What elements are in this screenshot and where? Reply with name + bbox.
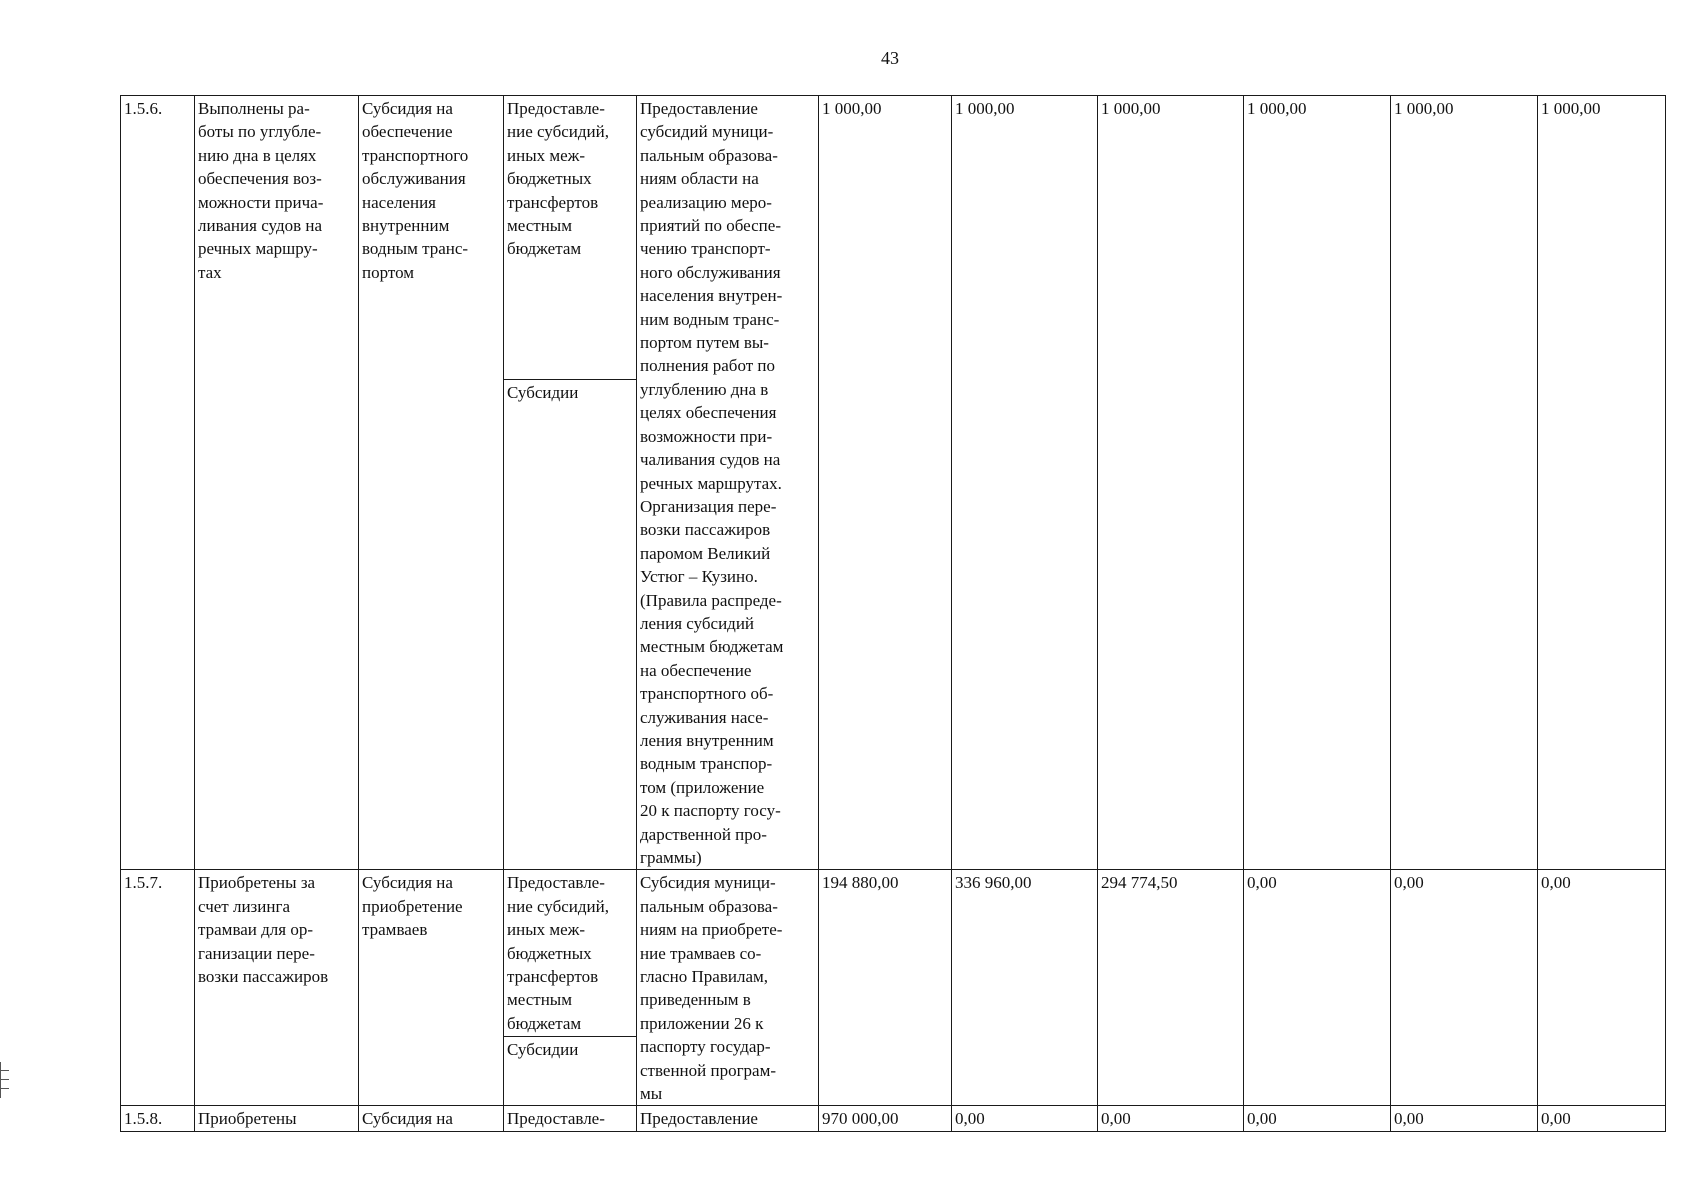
- form-line: иных меж-: [507, 145, 586, 165]
- form-line: бюджетам: [507, 239, 582, 259]
- value-cell: [1098, 96, 1244, 870]
- form-line: бюджетных: [507, 943, 592, 963]
- margin-mark: [0, 1062, 9, 1098]
- measure-line: портом: [362, 262, 415, 282]
- value-cell: [1538, 1106, 1666, 1131]
- page-number: 43: [881, 48, 899, 68]
- description-line: на обеспечение: [640, 660, 752, 680]
- result-line: нию дна в целях: [198, 145, 317, 165]
- row-number: 1.5.6.: [124, 99, 163, 118]
- value-cell: [1538, 870, 1666, 1106]
- result-line: трамваи для ор-: [198, 920, 313, 940]
- value: 0,00: [955, 1109, 985, 1129]
- value: 1 000,00: [1541, 99, 1601, 118]
- description-line: ления субсидий: [640, 613, 755, 633]
- value-cell: [952, 96, 1098, 870]
- form-line: местным: [507, 990, 572, 1010]
- description-cell: [637, 96, 819, 870]
- value-cell: [1538, 96, 1666, 870]
- description-line: паромом Великий: [640, 543, 771, 563]
- form-line: трансфертов: [507, 192, 599, 212]
- value: 0,00: [1101, 1109, 1131, 1129]
- description-line: ственной програм-: [640, 1060, 777, 1080]
- result-cell: [195, 870, 359, 1106]
- measure-line: внутренним: [362, 216, 450, 236]
- value: 1 000,00: [955, 99, 1015, 118]
- row-number-cell: [121, 96, 195, 870]
- description-line: том (приложение: [640, 777, 765, 797]
- row-number: 1.5.7.: [124, 873, 163, 893]
- description-line: транспортного об-: [640, 684, 774, 704]
- value-cell: [819, 1106, 952, 1131]
- form-line: ние субсидий,: [507, 122, 609, 142]
- measure-line: Субсидия на: [362, 1109, 453, 1129]
- result-line: возки пассажиров: [198, 967, 329, 987]
- result-cell: [195, 96, 359, 870]
- value: 1 000,00: [1101, 99, 1161, 118]
- result-line: можности прича-: [198, 192, 324, 212]
- description-line: Субсидия муници-: [640, 873, 776, 893]
- result-line: Выполнены ра-: [198, 99, 310, 118]
- form-cell-top: [504, 870, 637, 1037]
- value-cell: [952, 1106, 1098, 1131]
- measure-line: Субсидия на: [362, 99, 453, 118]
- form-line: Субсидии: [507, 1040, 579, 1060]
- description-line: возможности при-: [640, 426, 773, 446]
- value: 0,00: [1247, 873, 1277, 893]
- measure-cell: [359, 1106, 504, 1131]
- form-cell-top: [504, 1106, 637, 1131]
- form-cell-top: [504, 96, 637, 380]
- description-line: служивания насе-: [640, 707, 769, 727]
- value-cell: [1391, 870, 1538, 1106]
- description-line: чению транспорт-: [640, 239, 771, 259]
- description-line: Предоставление: [640, 99, 758, 118]
- form-line: ние субсидий,: [507, 896, 609, 916]
- description-line: углублению дна в: [640, 379, 769, 399]
- form-line: Предоставле-: [507, 99, 605, 118]
- description-line: ного обслуживания: [640, 262, 781, 282]
- result-line: речных маршру-: [198, 239, 318, 259]
- value: 0,00: [1394, 1109, 1424, 1129]
- measure-line: населения: [362, 192, 436, 212]
- value-cell: [819, 870, 952, 1106]
- value-cell: [952, 870, 1098, 1106]
- value: 0,00: [1541, 873, 1571, 893]
- description-line: приложении 26 к: [640, 1013, 764, 1033]
- value: 970 000,00: [822, 1109, 899, 1129]
- value: 1 000,00: [1394, 99, 1454, 118]
- description-line: пальным образова-: [640, 145, 778, 165]
- form-line: бюджетных: [507, 169, 592, 189]
- result-line: тах: [198, 262, 222, 282]
- description-line: речных маршрутах.: [640, 473, 782, 493]
- description-line: приятий по обеспе-: [640, 216, 781, 236]
- result-line: ганизации пере-: [198, 943, 315, 963]
- description-cell: [637, 1106, 819, 1131]
- form-line: Предоставле-: [507, 1109, 605, 1129]
- result-line: ливания судов на: [198, 216, 323, 236]
- description-line: граммы): [640, 848, 702, 867]
- description-line: мы: [640, 1084, 663, 1104]
- form-line: местным: [507, 216, 572, 236]
- value: 336 960,00: [955, 873, 1032, 893]
- description-line: населения внутрен-: [640, 286, 783, 306]
- value: 0,00: [1247, 1109, 1277, 1129]
- table-row: [121, 1106, 1666, 1131]
- description-line: ниям на приобрете-: [640, 920, 783, 940]
- table-row: [121, 870, 1666, 1037]
- row-number-cell: [121, 1106, 195, 1131]
- result-line: обеспечения воз-: [198, 169, 322, 189]
- result-cell: [195, 1106, 359, 1131]
- value-cell: [1244, 96, 1391, 870]
- result-line: счет лизинга: [198, 896, 290, 916]
- description-line: возки пассажиров: [640, 520, 771, 540]
- measure-line: транспортного: [362, 145, 469, 165]
- result-line: Приобретены: [198, 1109, 297, 1129]
- table-row: [121, 96, 1666, 380]
- description-line: ниям области на: [640, 169, 759, 189]
- description-line: целях обеспечения: [640, 403, 777, 423]
- value: 0,00: [1541, 1109, 1571, 1129]
- form-cell-bottom: [504, 380, 637, 870]
- value: 1 000,00: [822, 99, 882, 118]
- description-line: гласно Правилам,: [640, 967, 769, 987]
- description-cell: [637, 870, 819, 1106]
- measure-line: водным транс-: [362, 239, 469, 259]
- description-line: портом путем вы-: [640, 333, 769, 353]
- form-line: Предоставле-: [507, 873, 605, 893]
- value-cell: [1098, 870, 1244, 1106]
- measure-cell: [359, 870, 504, 1106]
- measure-line: обслуживания: [362, 169, 466, 189]
- measure-cell: [359, 96, 504, 870]
- description-line: приведенным в: [640, 990, 751, 1010]
- value-cell: [819, 96, 952, 870]
- value: 0,00: [1394, 873, 1424, 893]
- description-line: ним водным транс-: [640, 309, 780, 329]
- measure-line: приобретение: [362, 896, 463, 916]
- value: 194 880,00: [822, 873, 899, 893]
- form-cell-bottom: [504, 1037, 637, 1106]
- description-line: субсидий муници-: [640, 122, 774, 142]
- row-number: 1.5.8.: [124, 1109, 163, 1129]
- description-line: 20 к паспорту госу-: [640, 801, 781, 821]
- description-line: чаливания судов на: [640, 450, 781, 470]
- description-line: водным транспор-: [640, 754, 773, 774]
- value: 294 774,50: [1101, 873, 1178, 893]
- form-line: бюджетам: [507, 1013, 582, 1033]
- value-cell: [1098, 1106, 1244, 1131]
- description-line: Предоставление: [640, 1109, 758, 1129]
- result-line: Приобретены за: [198, 873, 316, 893]
- result-line: боты по углубле-: [198, 122, 322, 142]
- measure-line: трамваев: [362, 920, 428, 940]
- value-cell: [1391, 1106, 1538, 1131]
- description-line: Организация пере-: [640, 496, 777, 516]
- description-line: полнения работ по: [640, 356, 776, 376]
- row-number-cell: [121, 870, 195, 1106]
- form-line: иных меж-: [507, 920, 586, 940]
- description-line: паспорту государ-: [640, 1037, 771, 1057]
- form-line: Субсидии: [507, 383, 579, 402]
- measure-line: Субсидия на: [362, 873, 453, 893]
- description-line: ления внутренним: [640, 730, 774, 750]
- value-cell: [1244, 870, 1391, 1106]
- description-line: Устюг – Кузино.: [640, 567, 758, 587]
- measure-line: обеспечение: [362, 122, 453, 142]
- description-line: дарственной про-: [640, 824, 767, 844]
- value-cell: [1391, 96, 1538, 870]
- description-line: ние трамваев со-: [640, 943, 762, 963]
- value: 1 000,00: [1247, 99, 1307, 118]
- description-line: пальным образова-: [640, 896, 778, 916]
- description-line: реализацию меро-: [640, 192, 772, 212]
- description-line: (Правила распреде-: [640, 590, 782, 610]
- form-line: трансфертов: [507, 967, 599, 987]
- value-cell: [1244, 1106, 1391, 1131]
- description-line: местным бюджетам: [640, 637, 784, 657]
- program-table: [120, 95, 1666, 1132]
